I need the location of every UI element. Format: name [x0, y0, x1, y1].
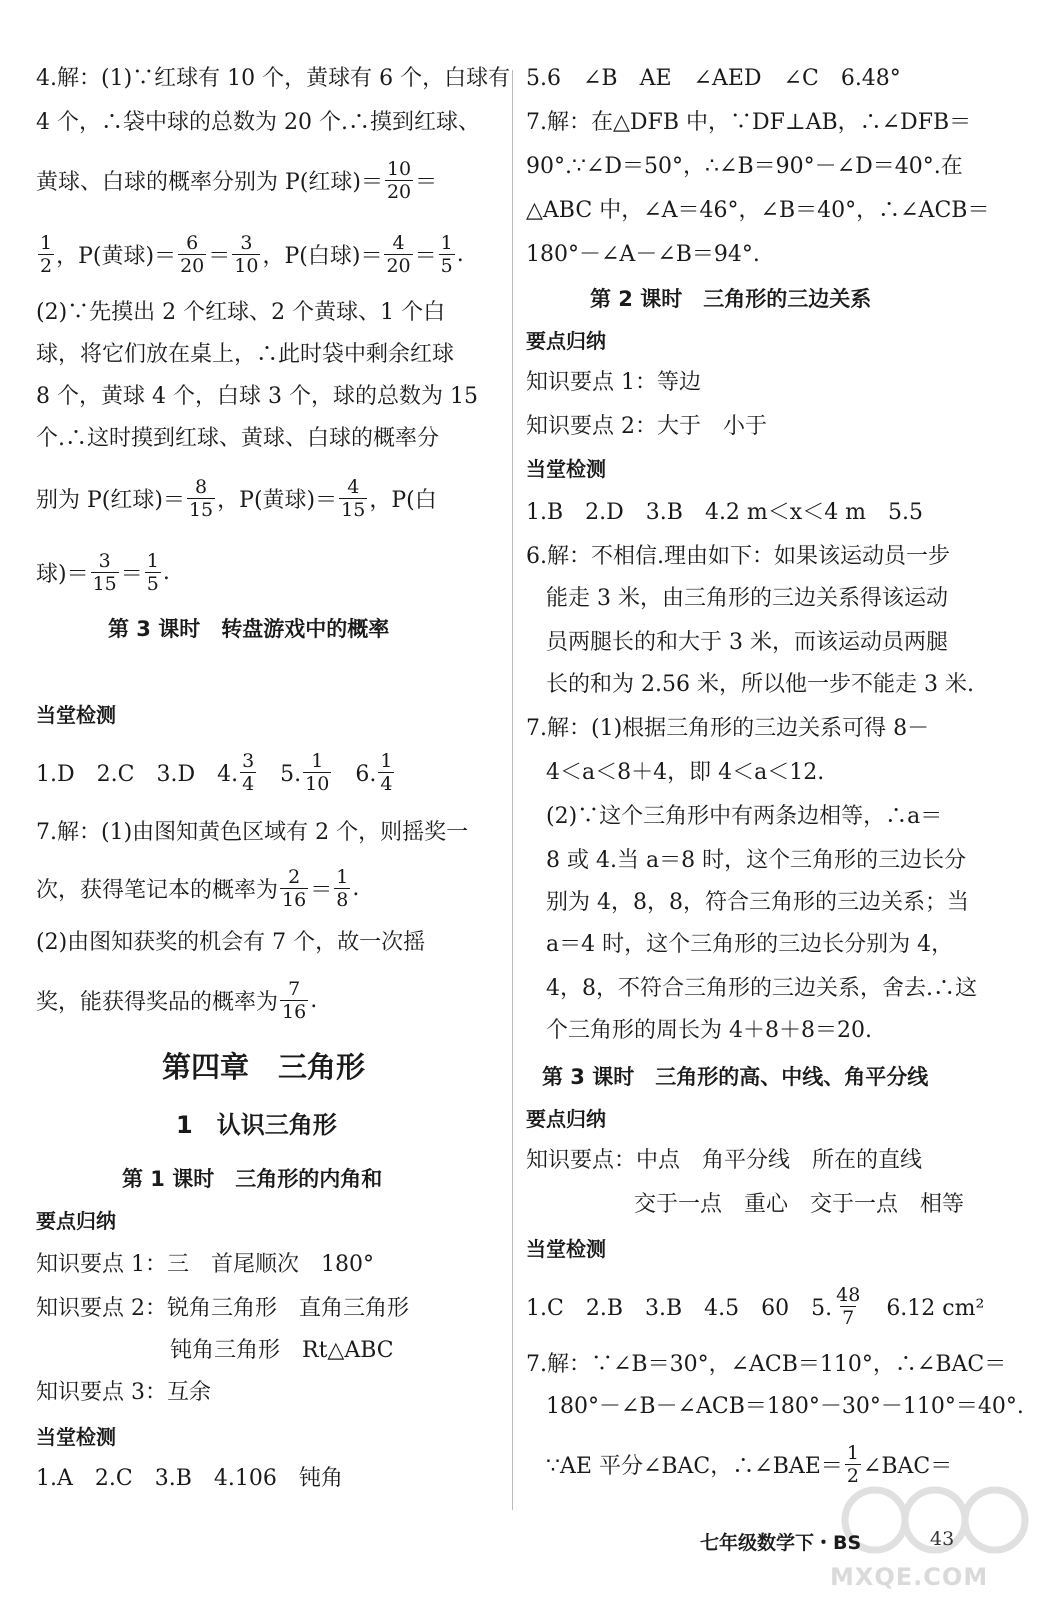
text-line: 员两腿长的和大于 3 米，而该运动员两腿	[546, 630, 948, 655]
denominator: 5	[146, 572, 159, 595]
fraction	[232, 232, 260, 277]
text-line: 7.解：在△DFB 中，∵DF⊥AB，∴∠DFB＝	[526, 110, 972, 135]
text-span: ＝	[208, 243, 231, 269]
fraction	[834, 1284, 862, 1329]
text-line	[36, 148, 437, 212]
numerator: 1	[146, 549, 159, 572]
numerator: 10	[386, 157, 412, 180]
text-line	[36, 968, 317, 1032]
denominator: 20	[386, 254, 411, 277]
text-line: 钝角三角形 Rt△ABC	[170, 1338, 394, 1363]
lesson-heading: 第 3 课时 转盘游戏中的概率	[108, 617, 390, 641]
lesson-heading: 第 2 课时 三角形的三边关系	[590, 287, 872, 311]
text-line: 4 个，∴袋中球的总数为 20 个.∴摸到红球、	[36, 110, 480, 135]
denominator: 4	[380, 772, 393, 795]
text-span: 6.	[333, 761, 377, 787]
text-span: ，P(黄球)＝	[217, 487, 338, 513]
text-span: ，P(白	[369, 487, 437, 513]
text-span: 奖，能获得奖品的概率为	[36, 989, 279, 1015]
denominator: 20	[386, 180, 412, 203]
subsection-heading: 当堂检测	[526, 1237, 606, 1261]
text-line: 个三角形的周长为 4＋8＋8＝20.	[546, 1018, 872, 1043]
subsection-heading: 当堂检测	[36, 1425, 116, 1449]
text-line	[36, 466, 437, 530]
text-line: 180°－∠A－∠B＝94°.	[526, 242, 760, 267]
answer-line: 1.B 2.D 3.B 4.2 m＜x＜4 m 5.5	[526, 500, 924, 525]
fraction	[339, 476, 367, 521]
fraction	[145, 550, 161, 595]
text-span: ，P(白球)＝	[262, 243, 383, 269]
text-line: 能走 3 米，由三角形的三边关系得该运动	[546, 586, 948, 611]
denominator: 2	[846, 1464, 859, 1487]
text-line: 球，将它们放在桌上，∴此时袋中剩余红球	[36, 342, 455, 367]
text-line: 4，8，不符合三角形的三边关系，舍去.∴这	[546, 976, 977, 1001]
text-span: 次，获得笔记本的概率为	[36, 877, 279, 903]
text-line: 知识要点 1：三 首尾顺次 180°	[36, 1252, 374, 1277]
text-span: 1.D 2.C 3.D 4.	[36, 761, 239, 787]
text-span: ＝	[120, 561, 143, 587]
text-line: (2)由图知获奖的机会有 7 个，故一次摇	[36, 930, 426, 955]
chapter-heading: 第四章 三角形	[162, 1050, 366, 1084]
text-line: 知识要点 2：大于 小于	[526, 414, 767, 439]
answer-line: 1.A 2.C 3.B 4.106 钝角	[36, 1466, 343, 1491]
fraction	[378, 750, 394, 795]
text-span: 1.C 2.B 3.B 4.5 60 5.	[526, 1295, 833, 1321]
text-line: (2)∵这个三角形中有两条边相等，∴a＝	[546, 804, 943, 829]
fraction	[439, 232, 455, 277]
subsection-heading: 当堂检测	[36, 703, 116, 727]
fraction	[385, 158, 413, 203]
numerator: 2	[288, 865, 301, 888]
text-line: 别为 4，8，8，符合三角形的三边关系；当	[546, 890, 969, 915]
text-line: 知识要点 3：互余	[36, 1380, 211, 1405]
fraction	[91, 550, 119, 595]
text-line: 个.∴这时摸到红球、黄球、白球的概率分	[36, 426, 439, 451]
text-span: 别为 P(红球)＝	[36, 487, 185, 513]
text-span: 6.12 cm²	[864, 1295, 985, 1321]
text-line: (2)∵先摸出 2 个红球、2 个黄球、1 个白	[36, 300, 446, 325]
lesson-heading: 第 1 课时 三角形的内角和	[122, 1167, 383, 1191]
text-line	[36, 222, 464, 286]
denominator: 10	[305, 772, 330, 795]
text-span: ＝	[414, 243, 437, 269]
text-line: a＝4 时，这个三角形的三边长分别为 4，	[546, 932, 954, 957]
text-line: 4＜a＜8＋4，即 4＜a＜12.	[546, 760, 825, 785]
text-line: 90°.∵∠D＝50°，∴∠B＝90°－∠D＝40°.在	[526, 154, 963, 179]
text-span: 黄球、白球的概率分别为 P(红球)＝	[36, 169, 383, 195]
numerator: 1	[311, 749, 324, 772]
text-span: ∠BAC＝	[862, 1453, 953, 1479]
text-span: 球)＝	[36, 561, 89, 587]
numerator: 3	[240, 231, 253, 254]
page-number: 43	[930, 1528, 955, 1550]
numerator: 48	[836, 1283, 861, 1306]
denominator: 5	[440, 254, 453, 277]
column-divider	[512, 70, 513, 1510]
text-span: ＝	[310, 877, 333, 903]
numerator: 8	[195, 475, 208, 498]
text-line	[36, 856, 359, 920]
text-line: 4.解：(1)∵红球有 10 个，黄球有 6 个，白球有	[36, 66, 511, 91]
text-span: .	[310, 987, 318, 1013]
subsection-heading: 要点归纳	[526, 329, 606, 353]
text-line: 180°－∠B－∠ACB＝180°－30°－110°＝40°.	[546, 1394, 1024, 1419]
fraction	[845, 1442, 861, 1487]
fraction	[280, 978, 308, 1023]
denominator: 7	[842, 1306, 855, 1329]
text-span: 5.	[258, 761, 302, 787]
text-line: 8 或 4.当 a＝8 时，这个三角形的三边长分	[546, 848, 967, 873]
text-span: .	[456, 241, 464, 267]
text-line: △ABC 中，∠A＝46°，∠B＝40°，∴∠ACB＝	[526, 198, 990, 223]
numerator: 1	[440, 231, 453, 254]
answer-line	[526, 1274, 984, 1338]
text-line: 7.解：∵∠B＝30°，∠ACB＝110°，∴∠BAC＝	[526, 1352, 1007, 1377]
text-span: ∵AE 平分∠BAC，∴∠BAE＝	[546, 1453, 843, 1479]
fraction	[384, 232, 412, 277]
fraction	[38, 232, 54, 277]
subsection-heading: 要点归纳	[36, 1209, 116, 1233]
text-line: 6.解：不相信.理由如下：如果该运动员一步	[526, 544, 950, 569]
watermark-url: MXQE.COM	[830, 1563, 989, 1591]
denominator: 20	[180, 254, 205, 277]
text-line: 知识要点 1：等边	[526, 370, 701, 395]
numerator: 7	[288, 977, 301, 1000]
text-span: ＝	[415, 169, 438, 195]
denominator: 2	[40, 254, 53, 277]
text-line	[36, 540, 170, 604]
denominator: 8	[336, 888, 349, 911]
numerator: 3	[242, 749, 255, 772]
fraction	[280, 866, 308, 911]
subsection-heading: 要点归纳	[526, 1107, 606, 1131]
denominator: 4	[242, 772, 255, 795]
denominator: 16	[282, 888, 307, 911]
footer-label: 七年级数学下・BS	[700, 1532, 862, 1554]
numerator: 4	[392, 231, 405, 254]
numerator: 1	[846, 1441, 859, 1464]
text-span: ，P(黄球)＝	[56, 243, 177, 269]
text-line: 5.6 ∠B AE ∠AED ∠C 6.48°	[526, 66, 901, 91]
fraction	[303, 750, 331, 795]
denominator: 15	[188, 498, 214, 521]
text-span: .	[162, 559, 170, 585]
denominator: 15	[92, 572, 117, 595]
text-line: 7.解：(1)根据三角形的三边关系可得 8－	[526, 716, 930, 741]
denominator: 16	[282, 1000, 307, 1023]
text-line: 交于一点 重心 交于一点 相等	[634, 1192, 965, 1217]
text-line: 长的和为 2.56 米，所以他一步不能走 3 米.	[546, 672, 974, 697]
lesson-heading: 第 3 课时 三角形的高、中线、角平分线	[542, 1065, 929, 1089]
fraction	[178, 232, 206, 277]
numerator: 1	[40, 231, 53, 254]
fraction	[334, 866, 350, 911]
text-line: 8 个，黄球 4 个，白球 3 个，球的总数为 15	[36, 384, 478, 409]
numerator: 1	[336, 865, 349, 888]
text-line: 知识要点：中点 角平分线 所在的直线	[526, 1148, 923, 1173]
fraction	[187, 476, 215, 521]
fraction	[240, 750, 256, 795]
text-line: 知识要点 2：锐角三角形 直角三角形	[36, 1296, 409, 1321]
numerator: 6	[186, 231, 199, 254]
text-line: 7.解：(1)由图知黄色区域有 2 个，则摇奖一	[36, 820, 469, 845]
subsection-heading: 当堂检测	[526, 457, 606, 481]
numerator: 4	[347, 475, 360, 498]
denominator: 15	[341, 498, 366, 521]
section-heading: 1 认识三角形	[176, 1111, 337, 1139]
text-span: .	[352, 875, 360, 901]
denominator: 10	[234, 254, 259, 277]
numerator: 1	[380, 749, 393, 772]
numerator: 3	[98, 549, 111, 572]
answer-line	[36, 740, 396, 804]
